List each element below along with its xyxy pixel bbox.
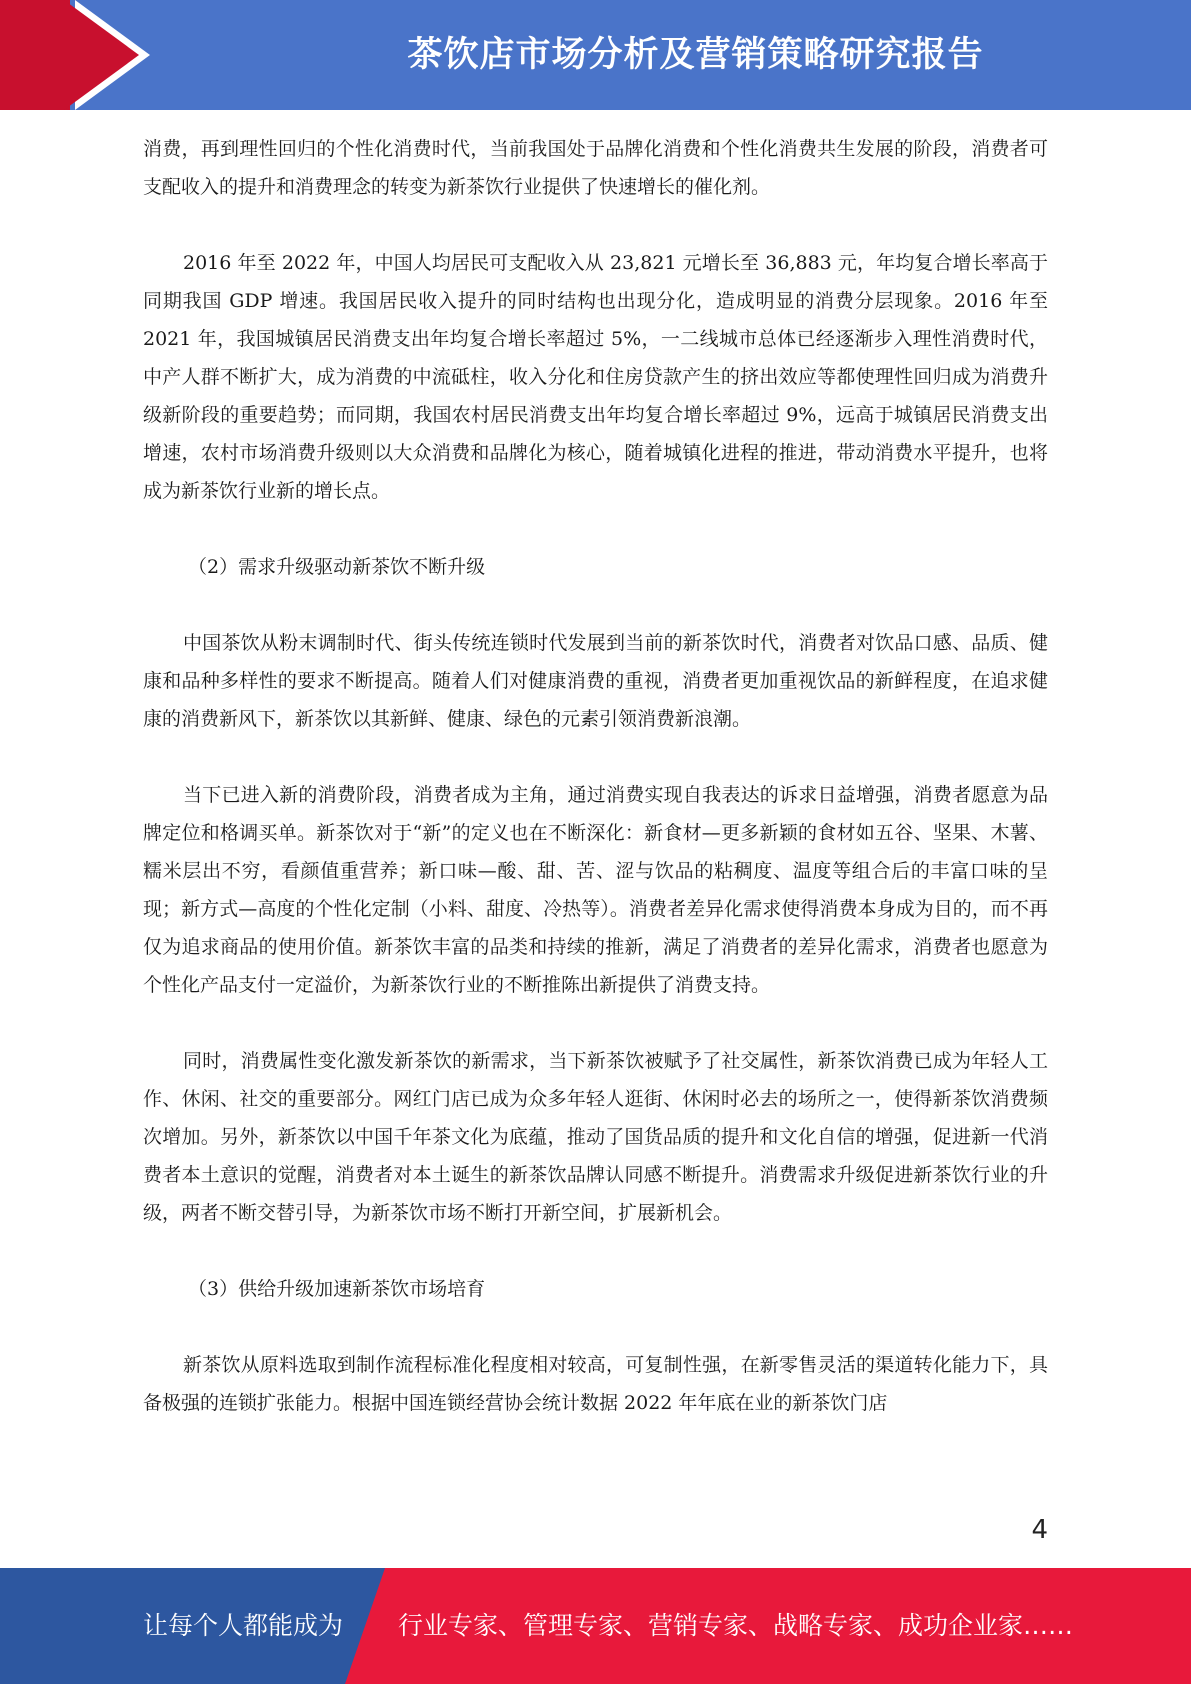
section-heading-demand: （2）需求升级驱动新茶饮不断升级 bbox=[188, 556, 486, 578]
paragraph-new-definition: 当下已进入新的消费阶段，消费者成为主角，通过消费实现自我表达的诉求日益增强，消费者愿意为品牌定位和格调买单。新茶饮对于“新”的定义也在不断深化：新食材—更多新颖的食材如五谷、坚果、木薯、糯米层出不穷，看颜值重营养；新口味—酸、甜、苦、涩与饮品的粘稠度、温度等组合后的丰富口味的呈现；新方式—高度的个性化定制（小料、甜度、冷热等）。消费者差异化需求使得消费本身成为目的，而不再仅为追求商品的使用价值。新茶饮丰富的品类和持续的推新，满足了消费者的差异化需求，消费者也愿意为个性化产品支付一定溢价，为新茶饮行业的不断推陈出新提供了消费支持。 bbox=[143, 784, 1048, 996]
page-footer bbox=[0, 1568, 1191, 1684]
paragraph-income: 2016 年至 2022 年，中国人均居民可支配收入从 23,821 元增长至 36,883 元，年均复合增长率高于同期我国 GDP 增速。我国居民收入提升的同时结构也出现分化，造成明显的消费分层现象。2016 年至 2021 年，我国城镇居民消费支出年均复合增长率超过 5%，一二线城市总体已经逐渐步入理性消费时代，中产人群不断扩大，成为消费的中流砥柱，收入分化和住房贷款产生的挤出效应等都使理性回归成为消费升级新阶段的重要趋势；而同期，我国农村居民消费支出年均复合增长率超过 9%，远高于城镇居民消费支出增速，农村市场消费升级则以大众消费和品牌化为核心，随着城镇化进程的推进，带动消费水平提升，也将成为新茶饮行业新的增长点。 bbox=[143, 252, 1048, 502]
page-number: 4 bbox=[1031, 1515, 1048, 1545]
header-chevron-red bbox=[64, 0, 139, 110]
report-title: 茶饮店市场分析及营销策略研究报告 bbox=[407, 35, 984, 75]
section-heading-supply: （3）供给升级加速新茶饮市场培育 bbox=[188, 1278, 486, 1300]
page-header bbox=[0, 0, 1191, 110]
footer-slogan-right: 行业专家、管理专家、营销专家、战略专家、成功企业家…… bbox=[398, 1611, 1074, 1640]
paragraph-evolution: 中国茶饮从粉末调制时代、街头传统连锁时代发展到当前的新茶饮时代，消费者对饮品口感、品质、健康和品种多样性的要求不断提高。随着人们对健康消费的重视，消费者更加重视饮品的新鲜程度，在追求健康的消费新风下，新茶饮以其新鲜、健康、绿色的元素引领消费新浪潮。 bbox=[143, 632, 1048, 730]
paragraph-continued: 消费，再到理性回归的个性化消费时代，当前我国处于品牌化消费和个性化消费共生发展的阶段，消费者可支配收入的提升和消费理念的转变为新茶饮行业提供了快速增长的催化剂。 bbox=[143, 138, 1048, 198]
paragraph-supply: 新茶饮从原料选取到制作流程标准化程度相对较高，可复制性强，在新零售灵活的渠道转化能力下，具备极强的连锁扩张能力。根据中国连锁经营协会统计数据 2022 年年底在业的新茶饮门店 bbox=[143, 1354, 1048, 1414]
header-red-block bbox=[0, 0, 70, 110]
footer-slogan-left: 让每个人都能成为 bbox=[143, 1611, 344, 1640]
paragraph-social: 同时，消费属性变化激发新茶饮的新需求，当下新茶饮被赋予了社交属性，新茶饮消费已成为年轻人工作、休闲、社交的重要部分。网红门店已成为众多年轻人逛街、休闲时必去的场所之一，使得新茶饮消费频次增加。另外，新茶饮以中国千年茶文化为底蕴，推动了国货品质的提升和文化自信的增强，促进新一代消费者本土意识的觉醒，消费者对本土诞生的新茶饮品牌认同感不断提升。消费需求升级促进新茶饮行业的升级，两者不断交替引导，为新茶饮市场不断打开新空间，扩展新机会。 bbox=[143, 1050, 1048, 1224]
document-body bbox=[143, 130, 1048, 1422]
footer-blue-slant bbox=[345, 1568, 385, 1684]
